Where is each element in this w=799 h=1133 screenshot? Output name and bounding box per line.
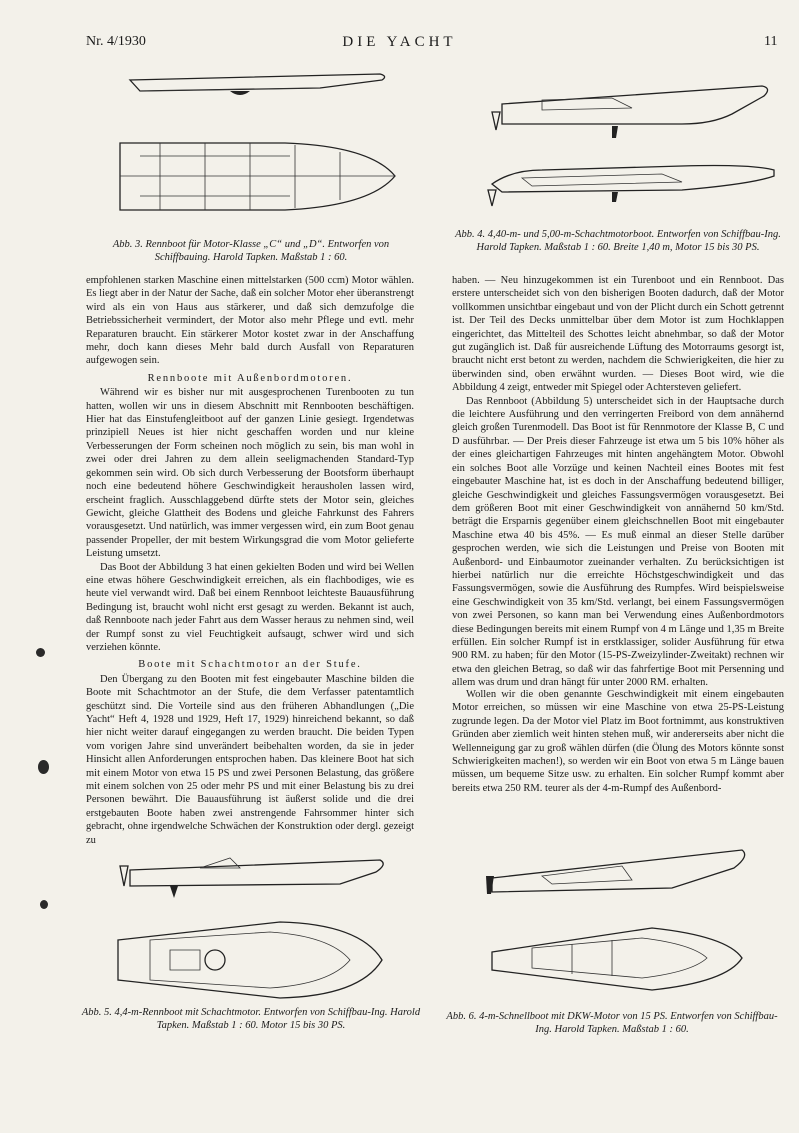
figure-5-caption: Abb. 5. 4,4-m-Rennboot mit Schachtmotor. Entworfen von Schiffbau-Ing. Harold Tapken. Maßstab 1 : 60. Motor 15 bis 30 PS. <box>81 1007 421 1031</box>
paragraph: Wollen wir die oben genannte Geschwindigkeit mit einem eingebauten Motor erreichen, so müssen wir eine Maschine von etwa 25-PS-Leistung zugrunde legen. Da der Motor viel Platz im Boot fortnimmt, aus konstruktiven Gründen aber ziemlich weit hinten stehen muß, wir andererseits aber nicht die Wellenneigung gar zu groß wählen dürfen (die Ölung des Motors könnte sonst Schwierigkeiten machen!), so werden wir ein Boot von etwa 5 m Länge bauen müssen, um bequeme Sitze usw. zu erhalten. Ein solcher Rumpf kommt aber bereits etwa 250 RM. teurer als der 4-m-Rumpf des Außenbord- <box>452 689 784 794</box>
paragraph: empfohlenen starken Maschine einen mittelstarken (500 ccm) Motor wählen. Es liegt aber in der Natur der Sache, daß ein solcher Motor eher überanstrengt wird als ein von Haus aus stärkerer, und daß sich demzufolge die Betriebssicherheit vermindert, der Motor also mehr Pflege und evtl. mehr Reparaturen braucht. Ein stärkerer Motor kostet zwar in der Anschaffung mehr, doch kann dieses Mehr bald durch Ausfall von Reparaturen aufgewogen sein. <box>86 275 414 367</box>
right-column <box>452 274 784 690</box>
paragraph: Den Übergang zu den Booten mit fest eingebauter Maschine bilden die Boote mit Schachtmotor an der Stufe, die dem Verfasser patentamtlich geschützt sind. Die Vorteile sind aus den früheren Abhandlungen („Die Yacht“ Heft 4, 1928 und 1929, Heft 17, 1929) hinreichend bekannt, so daß hier nicht weiter darauf eingegangen zu werden braucht. Die beiden Typen vom vorigen Jahre sind unverändert beibehalten worden, da sie in jeder Hinsicht allen Anforderungen entsprochen haben. Das kleinere Boot hat sich mit einem Motor von etwa 15 PS und zwei Personen Belastung, das größere mit einem solchen von 25 oder mehr PS und mit einer Belastung bis zu drei Personen bewährt. Die Bauausführung ist äußerst solide und die drei erstgebauten Boote haben zwei anstrengende Fahrsommer hinter sich gebracht, ohne irgendwelche Schwächen der Konstruktion oder dergl. gezeigt zu <box>86 673 414 846</box>
figure-3-caption: Abb. 3. Rennboot für Motor-Klasse „C“ und „D“. Entworfen von Schiffbauing. Harold Tapken. Maßstab 1 : 60. <box>112 239 390 263</box>
figure-6-drawing <box>472 836 752 1006</box>
paragraph: Das Boot der Abbildung 3 hat einen gekielten Boden und wird bei Wellen eine etwas höhere Geschwindigkeit erreichen, als ein flachbodiges, wie es heute viel verwandt wird. Daß bei einem Rennboot leichteste Bauausführung Bedingung ist, braucht wohl nicht erst gesagt zu werden. Bekannt ist auch, daß Rennboote nach jeder Fahrt aus dem Wasser heraus zu nehmen sind, weil der Rumpf sonst zu viel Feuchtigkeit aufsaugt, schwer wird und sich verziehen könnte. <box>86 561 414 653</box>
section-heading: Boote mit Schachtmotor an der Stufe. <box>138 659 362 671</box>
paragraph: haben. — Neu hinzugekommen ist ein Turenboot und ein Rennboot. Das erstere unterscheidet sich von den bisherigen Booten dadurch, daß der Motor vollkommen unsichtbar eingebaut und von der Plicht durch ein Schott getrennt ist. Der Teil des Decks unmittelbar über dem Motor ist zum Hochklappen eingerichtet, das Mittelteil des Schottes leicht abnehmbar, so daß der Motor gut zugänglich ist. Daß für ausreichende Lüftung des Motorraums gesorgt ist, braucht nicht erst betont zu werden, nachdem die Schwierigkeiten, die hier zu überwinden sind, oben erwähnt wurden. — Dieses Boot wird, wie die Abbildung 4 zeigt, entweder mit Spiegel oder Achtersteven geliefert. <box>452 275 784 394</box>
issue-number: Nr. 4/1930 <box>86 34 146 49</box>
ink-blot <box>40 900 48 909</box>
ink-blot <box>38 760 49 774</box>
left-column <box>86 274 414 847</box>
right-column-continued <box>452 688 784 795</box>
page-number: 11 <box>764 34 778 49</box>
journal-title: DIE YACHT <box>342 34 457 50</box>
figure-4-caption: Abb. 4. 4,40-m- und 5,00-m-Schachtmotorboot. Entworfen von Schiffbau-Ing. Harold Tapken. Maßstab 1 : 60. Breite 1,40 m, Motor 15 bis 30 PS. <box>455 229 781 253</box>
section-heading: Rennboote mit Außenbordmotoren. <box>147 372 353 384</box>
paragraph: Während wir es bisher nur mit ausgesprochenen Turenbooten zu tun hatten, wollen wir uns in diesem Abschnitt mit Rennbooten beschäftigen. Hier hat das Einstufengleitboot auf der ganzen Linie gesiegt. Irgendetwas prinzipiell Neues ist hier nicht geschaffen worden und nur kleine Verbesserungen der Form scheinen noch möglich zu sein, bis man wohl in zwei oder drei Jahren zu dem allein seeligmachenden Standard-Typ gekommen sein wird. Ob sich durch Verbesserung der Bootsform überhaupt noch eine bedeutend höhere Geschwindigkeit herausholen lassen wird, erscheint fraglich. Ausschlaggebend dürfte stets der Motor sein, gleiches Gewicht, gleiche Glattheit des Bodens und gleiche Fahrkunst des Fahrers vorausgesetzt. Und natürlich, was immer vergessen wird, ein zum Boot genau passender Propeller, der mit bestem Wirkungsgrad die vom Motor gelieferte Leistung umsetzt. <box>86 387 414 560</box>
ink-blot <box>36 648 45 657</box>
figure-5-drawing <box>110 840 390 1005</box>
figure-4-drawing <box>482 74 782 224</box>
paragraph: Das Rennboot (Abbildung 5) unterscheidet sich in der Hauptsache durch die leichtere Ausführung und den verringerten Freibord von dem annähernd gleich großen Turenmodell. Das Boot ist für Rennmotore der Klasse B, C und D ausführbar. — Der Preis dieser Fahrzeuge ist etwa um 5 bis 10% höher als der eines gleichartigen Fahrzeuges mit hinten angehängtem Motor. Obwohl ein solches Boot alle Vorzüge und keinen Nachteil eines Bootes mit fest eingebauter Maschine hat, ist es doch in der Anschaffung bedeutend billiger, gleiche Geschwindigkeit und gleiches Fassungsvermögen vorausgesetzt. Bei dem größeren Boot mit einer Geschwindigkeit von annähernd 50 km/Std. beträgt die Ersparnis gegenüber einem gleichschnellen Boot mit eingebauter Maschine etwa 40 bis 45%. — Es muß einmal an dieser Stelle darüber gesprochen werden, wie sich die Leistungen und Preise von Booten mit Außenbord- und Einbaumotor zueinander verhalten. Zu berücksichtigen ist hierbei natürlich nur die erreichte Höchstgeschwindigkeit und das Fassungsvermögen, sowie die Ausführung des Rumpfes. Wird beispielsweise eine Geschwindigkeit von 35 km/Std. verlangt, bei einem Fassungsvermögen von zwei Personen, so kann man bei Verwendung eines Außenbordmotors diese Bedingungen bereits mit einem Rumpf von 4 m Länge und 1,35 m Breite erfüllen. Ein solcher Rumpf ist in erstklassiger, solider Ausführung für etwa 900 RM. zu haben; für den Motor (15-PS-Zweizylinder-Zweitakt) rechnen wir etwa den gleichen Betrag, so daß wir das fahrfertige Boot mit Persenning und allem was drum und dran hängt für unter 2000 RM. erhalten. <box>452 395 784 689</box>
figure-6-caption: Abb. 6. 4-m-Schnellboot mit DKW-Motor von 15 PS. Entworfen von Schiffbau-Ing. Harold Tapken. Maßstab 1 : 60. <box>446 1011 778 1035</box>
figure-3-drawing <box>110 58 400 228</box>
